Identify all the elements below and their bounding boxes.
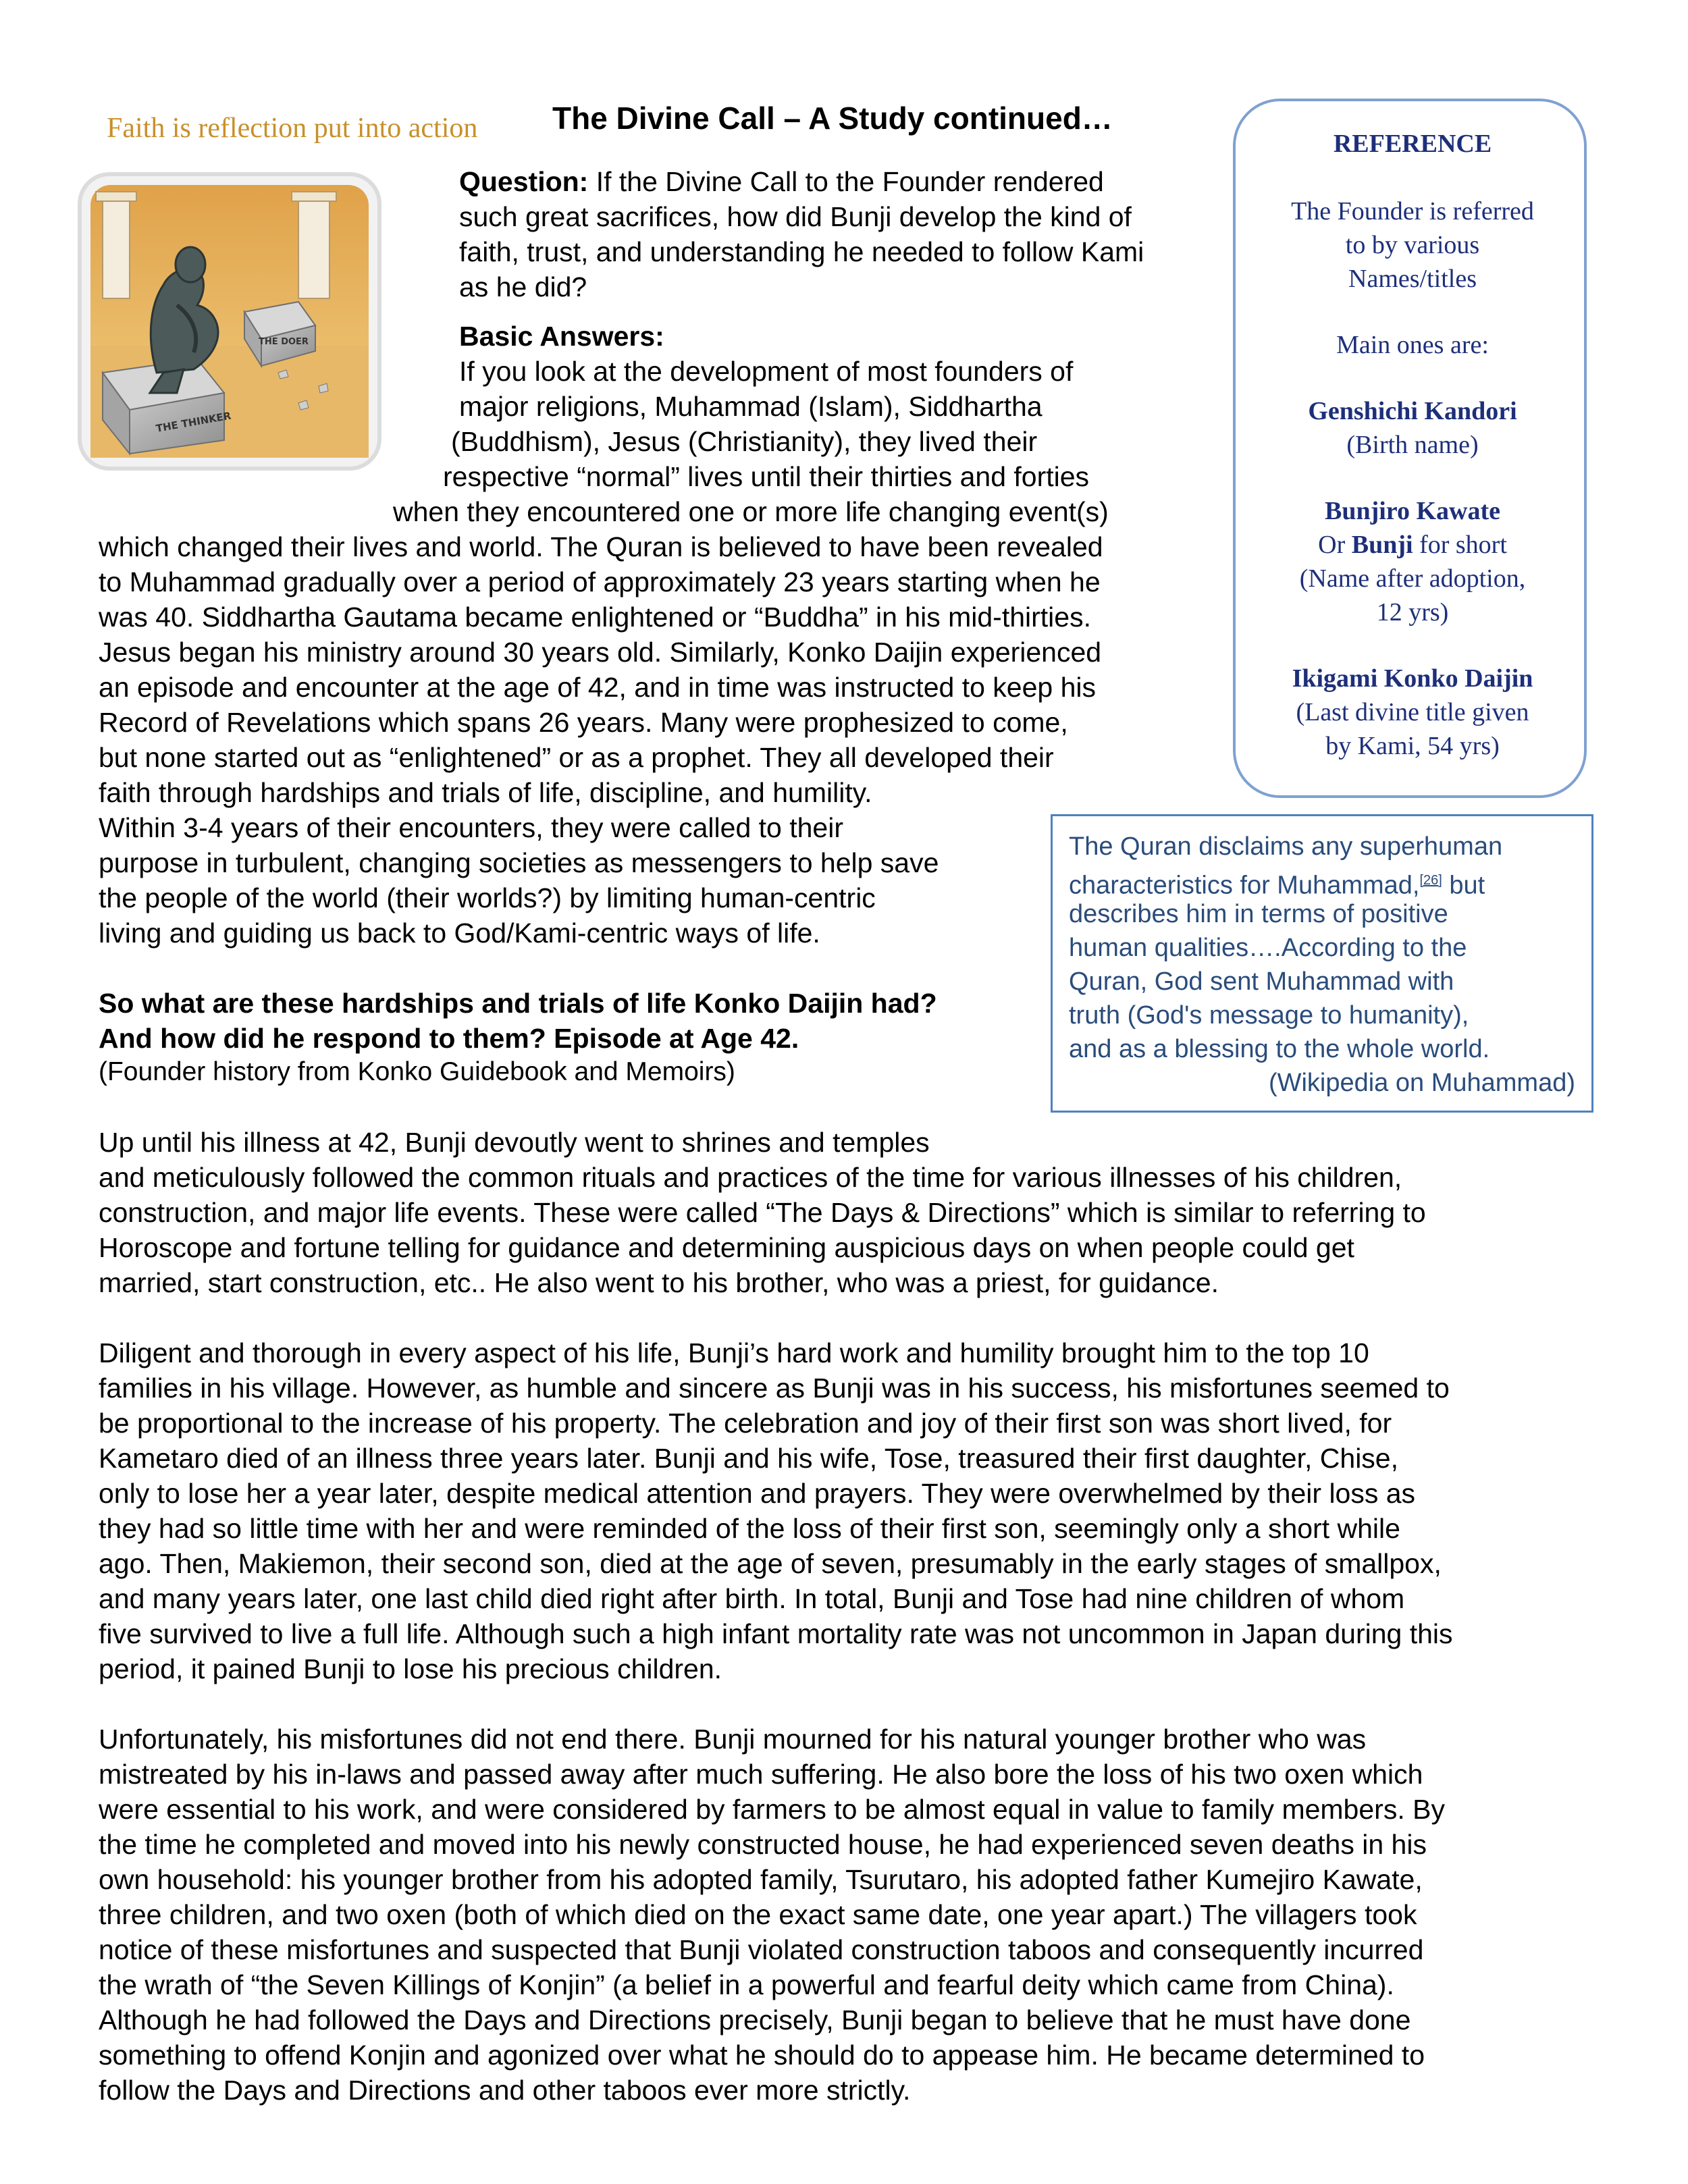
quote-line-7: and as a blessing to the whole world.	[1069, 1035, 1490, 1063]
quote-line-1: The Quran disclaims any superhuman	[1069, 832, 1503, 861]
answer-line-1: If you look at the development of most founders of	[459, 356, 1074, 387]
quran-quote-box	[1051, 814, 1593, 1113]
answer-line-14: Within 3-4 years of their encounters, they were called to their	[99, 812, 843, 843]
p3-line: something to offend Konjin and agonized over what he should do to appease him. He became determined to	[99, 2040, 1425, 2071]
p2-line: period, it pained Bunji to lose his precious children.	[99, 1653, 722, 1684]
answers-heading: Basic Answers:	[459, 321, 664, 352]
answer-line-7: to Muhammad gradually over a period of approximately 23 years starting when he	[99, 566, 1101, 597]
p3-line: Unfortunately, his misfortunes did not end there. Bunji mourned for his natural younger brother who was	[99, 1724, 1367, 1755]
quote-line-3: describes him in terms of positive	[1069, 900, 1448, 928]
answer-line-12: but none started out as “enlightened” or as a prophet. They all developed their	[99, 742, 1054, 773]
section-heading-1: So what are these hardships and trials of life Konko Daijin had?	[99, 988, 937, 1019]
answer-line-13: faith through hardships and trials of life, discipline, and humility.	[99, 777, 872, 808]
thinker-label: THE THINKER	[155, 409, 232, 435]
answer-line-6: which changed their lives and world. The Quran is believed to have been revealed	[99, 531, 1103, 562]
section-heading-2: And how did he respond to them? Episode at Age 42.	[99, 1023, 799, 1054]
question-line-2: such great sacrifices, how did Bunji develop the kind of	[459, 201, 1132, 232]
answer-line-17: living and guiding us back to God/Kami-centric ways of life.	[99, 917, 820, 949]
page-title: The Divine Call – A Study continued…	[552, 101, 1113, 136]
p2-line: five survived to live a full life. Although such a high infant mortality rate was not uncommon in Japan during this	[99, 1618, 1453, 1649]
p2-line: ago. Then, Makiemon, their second son, died at the age of seven, presumably in the early stages of smallpox,	[99, 1548, 1442, 1579]
reference-name-3-note-2: by Kami, 54 yrs)	[1325, 732, 1500, 760]
reference-line-1: The Founder is referred	[1291, 197, 1534, 225]
p1-line: and meticulously followed the common rituals and practices of the time for various illnesses of his children,	[99, 1162, 1402, 1193]
p3-line: Although he had followed the Days and Directions precisely, Bunji began to believe that he must have done	[99, 2004, 1411, 2035]
p2-line: families in his village. However, as humble and sincere as Bunji was in his success, his misfortunes seemed to	[99, 1373, 1450, 1404]
answer-line-15: purpose in turbulent, changing societies as messengers to help save	[99, 847, 939, 878]
reference-name-2-note-1: (Name after adoption,	[1299, 564, 1526, 593]
answer-line-3: (Buddhism), Jesus (Christianity), they lived their	[451, 426, 1038, 457]
motto: Faith is reflection put into action	[107, 113, 478, 144]
reference-name-1: Genshichi Kandori	[1308, 397, 1517, 425]
answer-line-9: Jesus began his ministry around 30 years old. Similarly, Konko Daijin experienced	[99, 637, 1102, 668]
question-label: Question:	[459, 166, 589, 197]
p2-line: be proportional to the increase of his property. The celebration and joy of their first son was short lived, for	[99, 1408, 1392, 1439]
reference-box	[1233, 99, 1587, 798]
p1-line: construction, and major life events. These were called “The Days & Directions” which is similar to referring to	[99, 1197, 1426, 1228]
question-line-3: faith, trust, and understanding he needed to follow Kami	[459, 236, 1144, 267]
reference-name-3: Ikigami Konko Daijin	[1292, 664, 1533, 693]
p1-line: married, start construction, etc.. He also went to his brother, who was a priest, for guidance.	[99, 1267, 1219, 1298]
answer-line-2: major religions, Muhammad (Islam), Siddhartha	[459, 391, 1043, 422]
reference-name-1-note: (Birth name)	[1346, 431, 1479, 459]
reference-name-2: Bunjiro Kawate	[1324, 497, 1501, 525]
p2-line: only to lose her a year later, despite medical attention and prayers. They were overwhelmed by their loss as	[99, 1478, 1416, 1509]
p3-line: were essential to his work, and were considered by farmers to be almost equal in value to family members. By	[99, 1794, 1445, 1825]
reference-line-2: to by various	[1345, 231, 1480, 259]
answer-line-8: was 40. Siddhartha Gautama became enlightened or “Buddha” in his mid-thirties.	[99, 602, 1091, 633]
p3-line: notice of these misfortunes and suspected that Bunji violated construction taboos and consequently incurred	[99, 1934, 1424, 1965]
p2-line: Diligent and thorough in every aspect of his life, Bunji’s hard work and humility brought him to the top 10	[99, 1337, 1369, 1368]
quote-line-5: Quran, God sent Muhammad with	[1069, 967, 1454, 996]
thinker-doer-illustration	[76, 170, 384, 473]
answer-line-16: the people of the world (their worlds?) by limiting human-centric	[99, 882, 876, 913]
p1-line: Up until his illness at 42, Bunji devoutly went to shrines and temples	[99, 1127, 930, 1158]
reference-line-4: Main ones are:	[1336, 331, 1489, 359]
answer-line-5: when they encountered one or more life changing event(s)	[393, 496, 1109, 527]
answer-line-10: an episode and encounter at the age of 42, and in time was instructed to keep his	[99, 672, 1096, 703]
reference-name-2-note-2: 12 yrs)	[1376, 598, 1449, 627]
p3-line: mistreated by his in-laws and passed away after much suffering. He also bore the loss of his two oxen which	[99, 1759, 1423, 1790]
footnote-link[interactable]: [26]	[1419, 873, 1442, 888]
reference-name-3-note-1: (Last divine title given	[1296, 698, 1529, 726]
quote-line-2: characteristics for Muhammad,[26] but	[1069, 871, 1485, 900]
p3-line: follow the Days and Directions and other taboos ever more strictly.	[99, 2075, 911, 2106]
p2-line: Kametaro died of an illness three years later. Bunji and his wife, Tose, treasured their first daughter, Chise,	[99, 1443, 1398, 1474]
p3-line: three children, and two oxen (both of which died on the exact same date, one year apart.) The villagers took	[99, 1899, 1417, 1930]
question-line-4: as he did?	[459, 271, 587, 302]
p2-line: they had so little time with her and were reminded of the loss of their first son, seemingly only a short while	[99, 1513, 1400, 1544]
p1-line: Horoscope and fortune telling for guidance and determining auspicious days on when people could get	[99, 1232, 1354, 1263]
p3-line: the time he completed and moved into his newly constructed house, he had experienced seven deaths in his	[99, 1829, 1427, 1860]
doer-label: THE DOER	[259, 337, 309, 347]
question-line-1	[459, 164, 1104, 199]
reference-line-3: Names/titles	[1348, 265, 1477, 293]
answer-line-4: respective “normal” lives until their thirties and forties	[443, 461, 1090, 492]
section-source: (Founder history from Konko Guidebook and Memoirs)	[99, 1057, 735, 1086]
quote-line-4: human qualities….According to the	[1069, 934, 1467, 962]
question-text-1: If the Divine Call to the Founder rendered	[596, 166, 1104, 197]
p3-line: own household: his younger brother from his adopted family, Tsurutaro, his adopted father Kumejiro Kawate,	[99, 1864, 1423, 1895]
p3-line: the wrath of “the Seven Killings of Konjin” (a belief in a powerful and fearful deity which came from China).	[99, 1969, 1394, 2000]
reference-name-2-short: Or Bunji for short	[1318, 531, 1507, 559]
reference-heading: REFERENCE	[1333, 130, 1492, 158]
quote-line-6: truth (God's message to humanity),	[1069, 1001, 1469, 1030]
p2-line: and many years later, one last child died right after birth. In total, Bunji and Tose had nine children of whom	[99, 1583, 1405, 1614]
quote-source: (Wikipedia on Muhammad)	[1268, 1069, 1575, 1097]
answer-line-11: Record of Revelations which spans 26 years. Many were prophesized to come,	[99, 707, 1068, 738]
